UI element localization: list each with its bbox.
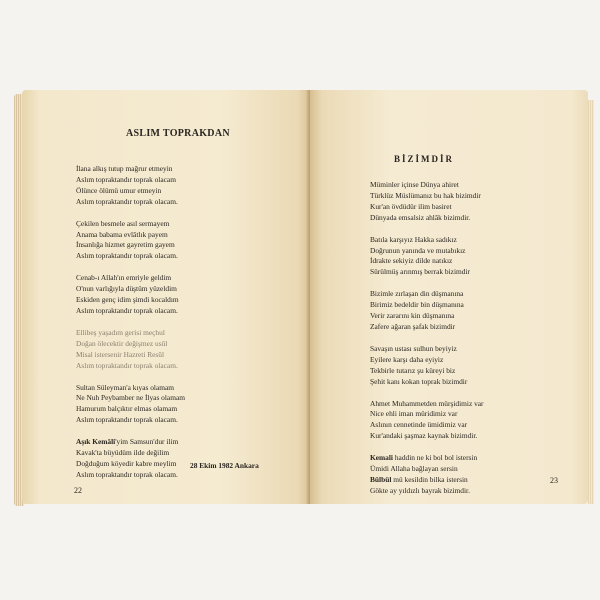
poem-line: Doğrunun yanında ve mutabıkız [370,245,466,255]
poem-line: O'nun varlığıyla düştüm yüzeldim [76,284,177,294]
stanza [76,273,185,317]
poem-line: Aslım topraktandır toprak olacam. [76,415,178,425]
poem-title: BİZİMDİR [394,154,455,164]
poem-line: Doğduğum köyedir kabre meylim [76,458,177,468]
poem-line: Bizimle zırlaşan din düşmanına [370,289,464,299]
poem-line: İlana alkış tutup mağrur etmeyin [76,164,173,173]
poet-name: Aşık Kemâli [76,437,116,447]
page-edges-right [588,100,594,504]
stanza [370,399,484,443]
poem-line: Aslım topraktandır toprak olacam. [76,305,178,315]
poem-line: Cenab-ı Allah'ın emriyle geldim [76,273,172,283]
poem-line: Müminler içinse Dünya ahiret [370,180,459,189]
poem-date: 28 Ekim 1982 Ankara [190,461,259,470]
poem-body [76,164,185,492]
poem-line: Misal istersenir Hazreti Resûl [76,349,165,359]
poem-line: Ölünce ölümü umur etmeyin [76,185,162,195]
open-book [14,86,594,506]
poem-line: Bülbül mü kesildin bilka istersin [370,474,468,484]
poem-line: Şehit kanı kokan toprak bizimdir [370,376,468,386]
poem-line: Aslım topraktandır toprak olacam. [76,196,178,206]
right-page [310,90,588,504]
poem-line: Kemali haddin ne ki bol bol istersin [370,453,478,463]
poem-line: Batıla karşıyız Hakka sadıkız [370,234,457,244]
poem-line: Eyilere karşı daha eyiyiz [370,354,444,364]
stanza [370,344,484,388]
left-page [22,90,310,504]
poem-line: Aslım topraktandır toprak olacam. [76,469,178,479]
stanza [370,453,484,497]
poem-line: Verir zararını kin düşmanına [370,311,455,321]
poem-line: Ahmet Muhammetden mürşidimiz var [370,398,484,408]
stanza [370,235,484,279]
poem-line: Aslının cennetinde ümidimiz var [370,420,468,430]
poem-line: Türklüz Müslümanız bu hak bizimdir [370,190,481,200]
poem-line: Savaşın ustası sulhun beyiyiz [370,343,457,353]
poem-line: Kur'andaki şaşmaz kaynak bizimdir. [370,431,478,441]
stanza [76,437,185,481]
poem-line: Birimiz bedeldir bin düşmanına [370,300,464,310]
poem-line: Kur'an övdüdür ilim basiret [370,201,452,211]
poem-line: Çekilen besmele asıl sermayem [76,218,170,228]
poem-title: ASLIM TOPRAKDAN [126,128,230,139]
poem-line: Doğan ölecektir değişmez usûl [76,338,168,348]
poem-line: Nice ehli iman müridimiz var [370,409,458,419]
stanza [370,180,484,224]
stanza [76,383,185,427]
stanza [76,328,185,372]
poem-line: Gökte ay yıldızlı bayrak bizimdir. [370,485,470,495]
poem-line [76,437,185,448]
poem-line: Aslım topraktandır toprak olacam. [76,360,178,370]
stanza [370,289,484,333]
poem-line: Sultan Süleyman'a kıyas olamam [76,382,175,392]
poem-line: İdrakte sekiyiz dilde natıkız [370,256,453,266]
poem-line: Tekbirle tutarız şu küreyi biz [370,365,456,375]
poem-line: Ne Nuh Peybamber ne İlyas olamam [76,393,185,403]
poem-line-rest: 'yim Samsun'dur ilim [115,437,179,447]
poem-line: İnsanlığa hizmet gayretim gayem [76,240,175,250]
poem-line: Kavak'ta büyüdüm ilde değilim [76,448,170,458]
poem-body [370,180,484,508]
page-number: 22 [74,486,82,495]
poem-line: Sürülmüş arınmış berrak bizimdir [370,267,470,277]
poem-line: Dünyada emsalsiz ahlâk bizimdir. [370,212,471,222]
poem-line: Hamurum balçıktır elmas olamam [76,404,178,414]
poem-line: Ellibeş yaşadım gerisi meçhul [76,327,165,337]
poem-line: Ümidi Allaha bağlayan sersin [370,464,458,474]
page-number: 23 [550,476,558,485]
poem-line: Zafere ağaran şafak bizimdir [370,321,456,331]
poem-line: Aslım topraktandır toprak olacam. [76,251,178,261]
poem-line: Aslım topraktandır toprak olacam [76,174,176,184]
poem-line: Eskiden genç idim şimdi kocaldım [76,295,179,305]
stanza [76,164,185,208]
stanza [76,219,185,263]
poem-line: Anama babama evlâtlık payem [76,229,168,239]
